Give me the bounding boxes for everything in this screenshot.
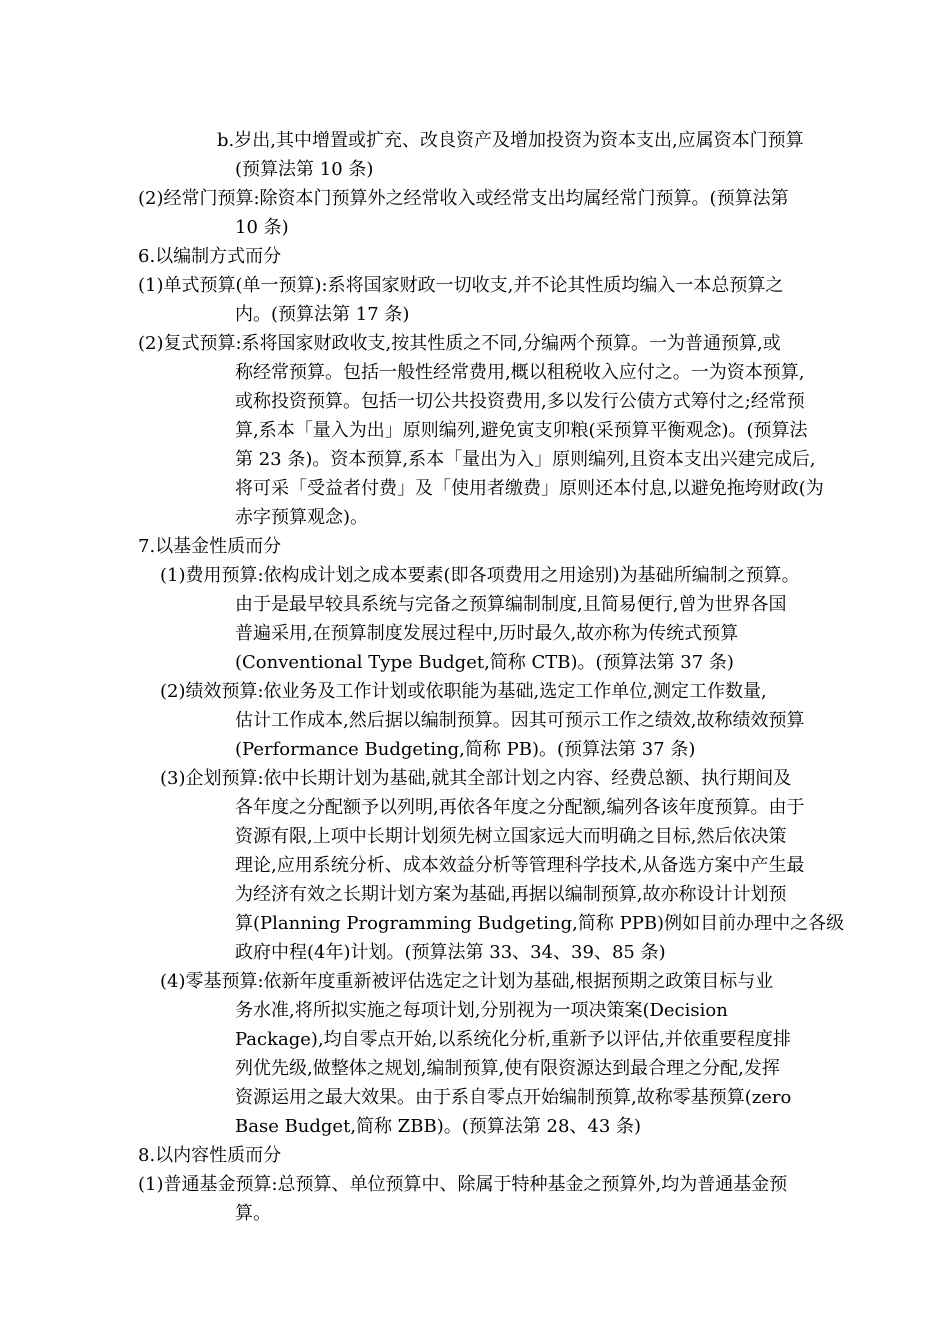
text-line: 将可采「受益者付费」及「使用者缴费」原则还本付息,以避免拖垮财政(为 xyxy=(235,478,824,499)
text-line: (1)单式预算(单一预算):系将国家财政一切收支,并不论其性质均编入一本总预算之 xyxy=(138,275,784,296)
text-line: 普遍采用,在预算制度发展过程中,历时最久,故亦称为传统式预算 xyxy=(235,623,739,644)
text-line: (2)经常门预算:除资本门预算外之经常收入或经常支出均属经常门预算。(预算法第 xyxy=(138,188,789,209)
text-line: (2)绩效预算:依业务及工作计划或依职能为基础,选定工作单位,测定工作数量, xyxy=(160,681,767,702)
text-line: (3)企划预算:依中长期计划为基础,就其全部计划之内容、经费总额、执行期间及 xyxy=(160,768,792,789)
text-line: 政府中程(4年)计划。(预算法第 33、34、39、85 条) xyxy=(235,942,666,963)
text-line: (预算法第 10 条) xyxy=(235,159,374,180)
text-line: b.岁出,其中增置或扩充、改良资产及增加投资为资本支出,应属资本门预算 xyxy=(217,130,804,151)
text-line: 内。(预算法第 17 条) xyxy=(235,304,410,325)
section-heading: 8.以内容性质而分 xyxy=(138,1145,282,1166)
text-line: 资源有限,上项中长期计划须先树立国家远大而明确之目标,然后依决策 xyxy=(235,826,787,847)
text-line: 称经常预算。包括一般性经常费用,概以租税收入应付之。一为资本预算, xyxy=(235,362,805,383)
text-line: 赤字预算观念)。 xyxy=(235,507,369,528)
text-line: (Conventional Type Budget,简称 CTB)。(预算法第 37 条) xyxy=(235,652,734,673)
text-line: 为经济有效之长期计划方案为基础,再据以编制预算,故亦称设计计划预 xyxy=(235,884,787,905)
text-line: 资源运用之最大效果。由于系自零点开始编制预算,故称零基预算(zero xyxy=(235,1087,792,1108)
text-line: 算(Planning Programming Budgeting,简称 PPB)例如目前办理中之各级 xyxy=(235,913,845,934)
text-line: 第 23 条)。资本预算,系本「量出为入」原则编列,且资本支出兴建完成后, xyxy=(235,449,816,470)
text-line: 各年度之分配额予以列明,再依各年度之分配额,编列各该年度预算。由于 xyxy=(235,797,805,818)
text-line: 或称投资预算。包括一切公共投资费用,多以发行公债方式筹付之;经常预 xyxy=(235,391,805,412)
text-line: (1)普通基金预算:总预算、单位预算中、除属于特种基金之预算外,均为普通基金预 xyxy=(138,1174,788,1195)
text-line: 由于是最早较具系统与完备之预算编制制度,且简易便行,曾为世界各国 xyxy=(235,594,787,615)
text-line: Package),均自零点开始,以系统化分析,重新予以评估,并依重要程度排 xyxy=(235,1029,791,1050)
section-heading: 6.以编制方式而分 xyxy=(138,246,282,267)
text-line: 估计工作成本,然后据以编制预算。因其可预示工作之绩效,故称绩效预算 xyxy=(235,710,805,731)
section-heading: 7.以基金性质而分 xyxy=(138,536,282,557)
text-line: (Performance Budgeting,简称 PB)。(预算法第 37 条) xyxy=(235,739,696,760)
text-line: (1)费用预算:依构成计划之成本要素(即各项费用之用途别)为基础所编制之预算。 xyxy=(160,565,800,586)
text-line: (2)复式预算:系将国家财政收支,按其性质之不同,分编两个预算。一为普通预算,或 xyxy=(138,333,781,354)
text-line: 理论,应用系统分析、成本效益分析等管理科学技术,从备选方案中产生最 xyxy=(235,855,805,876)
text-line: (4)零基预算:依新年度重新被评估选定之计划为基础,根据预期之政策目标与业 xyxy=(160,971,774,992)
text-line: 列优先级,做整体之规划,编制预算,使有限资源达到最合理之分配,发挥 xyxy=(235,1058,780,1079)
text-line: 务水准,将所拟实施之每项计划,分别视为一项决策案(Decision xyxy=(235,1000,728,1021)
text-line: Base Budget,简称 ZBB)。(预算法第 28、43 条) xyxy=(235,1116,642,1137)
text-line: 算,系本「量入为出」原则编列,避免寅支卯粮(采预算平衡观念)。(预算法 xyxy=(235,420,808,441)
text-line: 10 条) xyxy=(235,217,289,238)
text-line: 算。 xyxy=(235,1203,271,1224)
